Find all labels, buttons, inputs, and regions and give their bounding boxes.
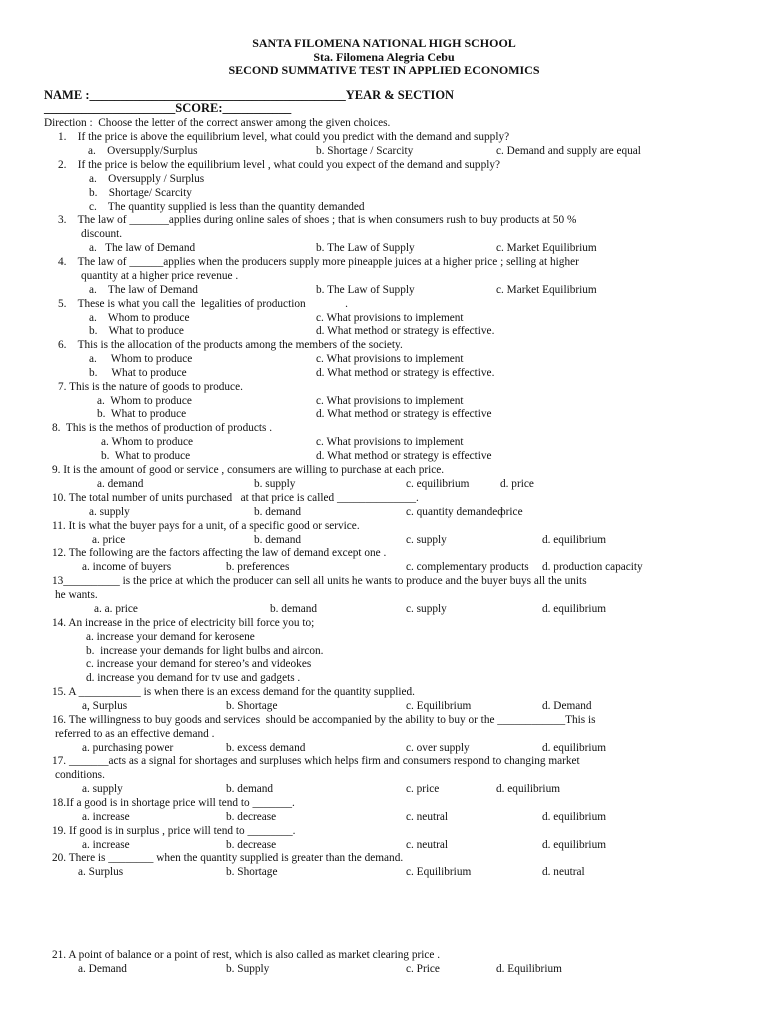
question-17-text: conditions. (55, 769, 105, 781)
question-19-choice: a. increase (82, 839, 130, 851)
question-1-text: 1. If the price is above the equilibrium level, what could you predict with the demand and supply? (58, 131, 510, 143)
directions: Direction : Choose the letter of the correct answer among the given choices. (44, 117, 391, 129)
score-field-line: _____________________SCORE:___________ (44, 101, 292, 115)
question-5-choice: c. What provisions to implement (316, 312, 464, 324)
question-15-choice: b. Shortage (226, 700, 278, 712)
question-12-choice: d. production capacity (542, 561, 643, 573)
question-14-choice: c. increase your demand for stereo’s and videokes (86, 658, 312, 670)
question-1-choice: a. Oversupply/Surplus (88, 145, 198, 157)
school-address: Sta. Filomena Alegria Cebu (313, 50, 455, 64)
question-15-text: 15. A ___________ is when there is an excess demand for the quantity supplied. (52, 686, 416, 698)
question-15-choice: c. Equilibrium (406, 700, 472, 712)
question-17-choice: d. equilibrium (496, 783, 561, 795)
question-9-choice: b. supply (254, 478, 296, 490)
question-18-choice: c. neutral (406, 811, 449, 823)
question-13-text: he wants. (55, 589, 98, 601)
question-8-choice: b. What to produce (101, 450, 191, 462)
question-10-choice: b. demand (254, 506, 302, 518)
question-18-text: 18.If a good is in shortage price will tend to _______. (52, 797, 295, 809)
question-1-choice: c. Demand and supply are equal (496, 145, 641, 157)
question-20-choice: c. Equilibrium (406, 866, 472, 878)
question-4-text: quantity at a higher price revenue . (81, 270, 239, 282)
school-name: SANTA FILOMENA NATIONAL HIGH SCHOOL (252, 36, 516, 50)
question-15-choice: d. Demand (542, 700, 592, 712)
question-21-choice: a. Demand (78, 963, 127, 975)
question-11-text: 11. It is what the buyer pays for a unit, of a specific good or service. (52, 520, 360, 532)
question-9-choice: d. price (500, 478, 534, 490)
question-21-choice: b. Supply (226, 963, 270, 975)
question-13-choice: c. supply (406, 603, 447, 615)
question-9-text: 9. It is the amount of good or service , consumers are willing to purchase at each price. (52, 464, 445, 476)
question-12-choice: c. complementary products (406, 561, 529, 573)
question-4-choice: b. The Law of Supply (316, 284, 415, 296)
question-20-choice: b. Shortage (226, 866, 278, 878)
question-8-choice: a. Whom to produce (101, 436, 194, 448)
question-10-choice: c. quantity demanded (406, 506, 503, 518)
question-13-text: 13__________ is the price at which the producer can sell all units he wants to produce and the buyer buys all the units (52, 575, 587, 587)
question-16-choice: b. excess demand (226, 742, 306, 754)
question-7-choice: b. What to produce (97, 408, 187, 420)
question-10-choice: a. supply (89, 506, 130, 518)
question-17-choice: b. demand (226, 783, 274, 795)
question-14-text: 14. An increase in the price of electricity bill force you to; (52, 617, 315, 629)
question-16-choice: a. purchasing power (82, 742, 174, 754)
question-6-text: 6. This is the allocation of the products among the members of the society. (58, 339, 403, 351)
question-5-choice: d. What method or strategy is effective. (316, 325, 495, 337)
question-6-choice: c. What provisions to implement (316, 353, 464, 365)
question-3-choice: c. Market Equilibrium (496, 242, 597, 254)
question-19-text: 19. If good is in surplus , price will tend to ________. (52, 825, 296, 837)
question-4-choice: a. The law of Demand (89, 284, 198, 296)
question-2-text: 2. If the price is below the equilibrium level , what could you expect of the demand and supply? (58, 159, 501, 171)
question-11-choice: d. equilibrium (542, 534, 607, 546)
question-7-choice: a. Whom to produce (97, 395, 192, 407)
question-2-choice: a. Oversupply / Surplus (89, 173, 205, 185)
question-12-text: 12. The following are the factors affecting the law of demand except one . (52, 547, 387, 559)
question-6-choice: d. What method or strategy is effective. (316, 367, 495, 379)
question-4-text: 4. The law of ______applies when the producers supply more pineapple juices at a higher price ; selling at higher (58, 256, 579, 268)
question-9-choice: c. equilibrium (406, 478, 470, 490)
question-7-choice: d. What method or strategy is effective (316, 408, 492, 420)
question-20-choice: a. Surplus (78, 866, 124, 878)
question-7-choice: c. What provisions to implement (316, 395, 464, 407)
question-5-choice: a. Whom to produce (89, 312, 190, 324)
question-3-choice: a. The law of Demand (89, 242, 196, 254)
question-2-choice: b. Shortage/ Scarcity (89, 187, 192, 199)
name-field-line: NAME :_________________________________________YEAR & SECTION (44, 88, 455, 102)
question-17-text: 17. _______acts as a signal for shortages and surpluses which helps firm and consumers respond to changing market (52, 755, 580, 767)
question-7-text: 7. This is the nature of goods to produce. (58, 381, 243, 393)
question-21-choice: c. Price (406, 963, 440, 975)
question-10-text: 10. The total number of units purchased at that price is called ______________. (52, 492, 419, 504)
question-3-text: 3. The law of _______applies during online sales of shoes ; that is when consumers rush to buy products at 50 % (58, 214, 577, 226)
question-13-choice: a. a. price (94, 603, 138, 615)
question-20-text: 20. There is ________ when the quantity supplied is greater than the demand. (52, 852, 404, 864)
question-20-choice: d. neutral (542, 866, 585, 878)
question-14-choice: a. increase your demand for kerosene (86, 631, 255, 643)
question-11-choice: c. supply (406, 534, 447, 546)
question-19-choice: b. decrease (226, 839, 277, 851)
question-19-choice: d. equilibrium (542, 839, 607, 851)
question-16-text: 16. The willingness to buy goods and services should be accompanied by the ability to buy or the ____________This is (52, 714, 596, 726)
question-8-choice: c. What provisions to implement (316, 436, 464, 448)
question-6-choice: b. What to produce (89, 367, 187, 379)
question-11-choice: a. price (92, 534, 126, 546)
question-1-choice: b. Shortage / Scarcity (316, 145, 414, 157)
question-10-choice: price (500, 506, 523, 518)
question-3-text: discount. (81, 228, 123, 240)
question-17-choice: a. supply (82, 783, 123, 795)
question-17-choice: c. price (406, 783, 440, 795)
question-16-text: referred to as an effective demand . (55, 728, 215, 740)
question-11-choice: b. demand (254, 534, 302, 546)
question-18-choice: d. equilibrium (542, 811, 607, 823)
question-13-choice: b. demand (270, 603, 318, 615)
question-8-text: 8. This is the methos of production of products . (52, 422, 273, 434)
question-5-choice: b. What to produce (89, 325, 184, 337)
question-9-choice: a. demand (97, 478, 144, 490)
question-13-choice: d. equilibrium (542, 603, 607, 615)
question-12-choice: a. income of buyers (82, 561, 172, 573)
question-16-choice: d. equilibrium (542, 742, 607, 754)
test-title: SECOND SUMMATIVE TEST IN APPLIED ECONOMICS (228, 63, 540, 77)
question-2-choice: c. The quantity supplied is less than the quantity demanded (89, 201, 365, 213)
question-14-choice: b. increase your demands for light bulbs and aircon. (86, 645, 324, 657)
question-5-text: 5. These is what you call the legalities of production . (58, 298, 349, 310)
question-14-choice: d. increase you demand for tv use and gadgets . (86, 672, 301, 684)
question-3-choice: b. The Law of Supply (316, 242, 415, 254)
question-6-choice: a. Whom to produce (89, 353, 193, 365)
question-16-choice: c. over supply (406, 742, 470, 754)
question-15-choice: a, Surplus (82, 700, 128, 712)
question-12-choice: b. preferences (226, 561, 290, 573)
question-18-choice: b. decrease (226, 811, 277, 823)
question-8-choice: d. What method or strategy is effective (316, 450, 492, 462)
question-18-choice: a. increase (82, 811, 130, 823)
question-21-choice: d. Equilibrium (496, 963, 562, 975)
question-21-text: 21. A point of balance or a point of rest, which is also called as market clearing price . (52, 949, 441, 961)
question-19-choice: c. neutral (406, 839, 449, 851)
question-4-choice: c. Market Equilibrium (496, 284, 597, 296)
